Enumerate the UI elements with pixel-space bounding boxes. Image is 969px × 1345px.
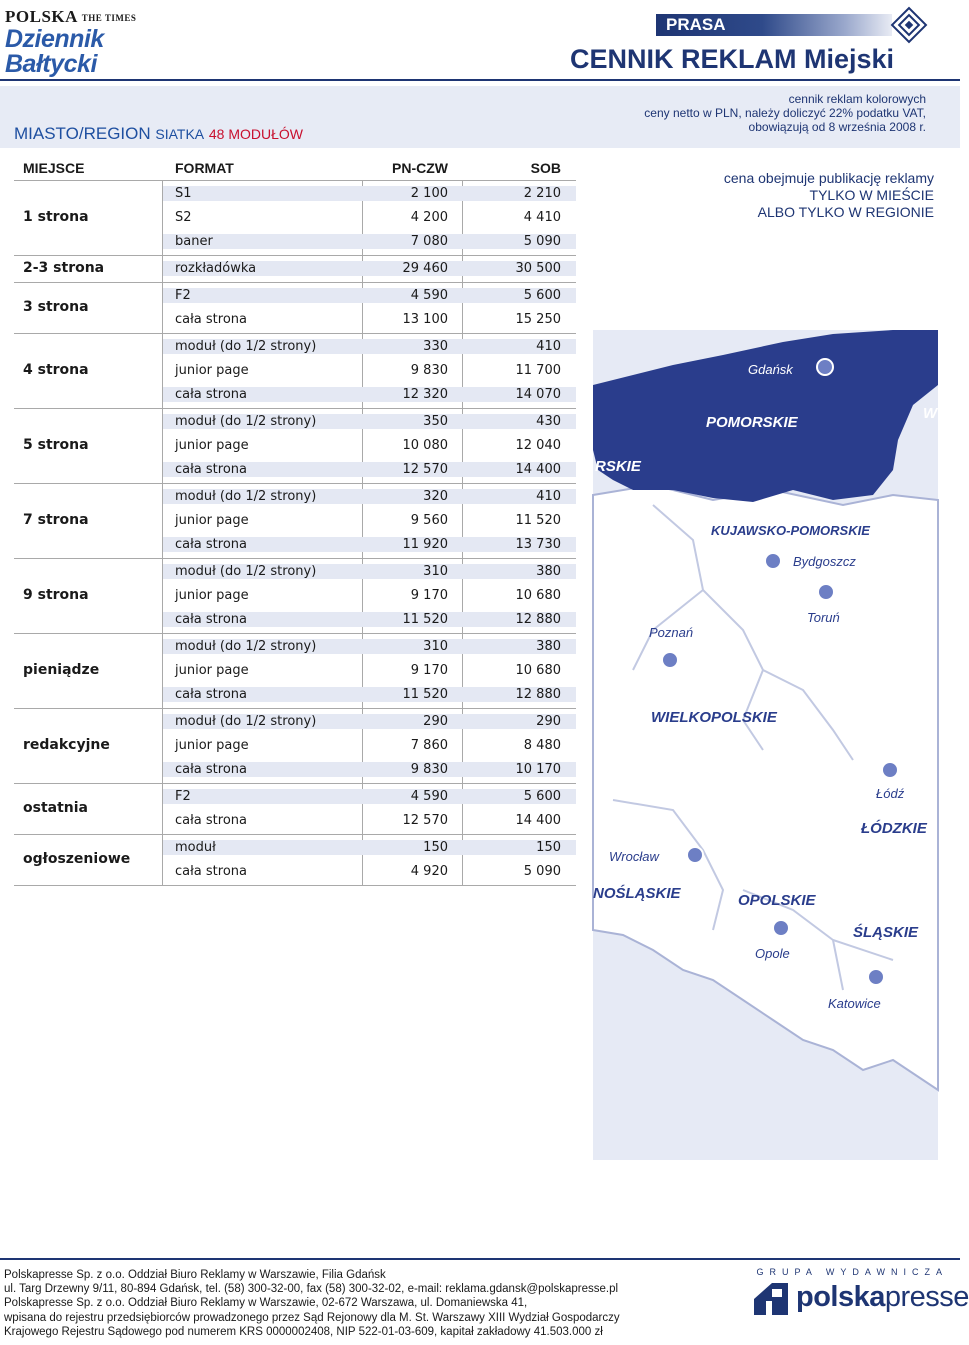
table-group bbox=[14, 333, 576, 408]
logo-dziennik: Dziennik bbox=[5, 25, 104, 54]
format-cell: cała strona bbox=[175, 687, 247, 702]
sob-cell: 430 bbox=[536, 414, 561, 429]
pn-czw-cell: 12 320 bbox=[402, 387, 448, 402]
format-cell: rozkładówka bbox=[175, 261, 257, 276]
label-katowice: Katowice bbox=[828, 996, 881, 1011]
pn-czw-cell: 350 bbox=[423, 414, 448, 429]
footer-divider bbox=[0, 1258, 960, 1260]
table-row bbox=[163, 789, 576, 804]
sob-cell: 8 480 bbox=[523, 738, 561, 753]
miejsce-label: ogłoszeniowe bbox=[23, 851, 131, 867]
label-gdansk: Gdańsk bbox=[748, 362, 793, 377]
city-dot-torun bbox=[818, 584, 834, 600]
city-dot-poznan bbox=[662, 652, 678, 668]
region-title-main: MIASTO/REGION bbox=[14, 124, 151, 143]
format-cell: cała strona bbox=[175, 612, 247, 627]
format-cell: cała strona bbox=[175, 537, 247, 552]
format-cell: cała strona bbox=[175, 762, 247, 777]
table-group bbox=[14, 255, 576, 282]
format-cell: cała strona bbox=[175, 813, 247, 828]
miejsce-label: 4 strona bbox=[23, 362, 89, 378]
format-cell: cała strona bbox=[175, 864, 247, 879]
sob-cell: 4 410 bbox=[523, 210, 561, 225]
footer-address bbox=[4, 1268, 620, 1339]
table-group bbox=[14, 558, 576, 633]
footer-line: wpisana do rejestru przedsiębiorców prowadzonego przez Sąd Rejonowy dla M. St. Warszawy XIII Wydział Gospodarczy bbox=[4, 1311, 620, 1324]
sob-cell: 410 bbox=[536, 489, 561, 504]
sob-cell: 12 040 bbox=[515, 438, 561, 453]
price-table bbox=[14, 156, 576, 886]
label-torun: Toruń bbox=[807, 610, 840, 625]
format-cell: moduł bbox=[175, 840, 216, 855]
sob-cell: 5 600 bbox=[523, 789, 561, 804]
pn-czw-cell: 11 520 bbox=[402, 687, 448, 702]
format-cell: moduł (do 1/2 strony) bbox=[175, 639, 317, 654]
format-cell: moduł (do 1/2 strony) bbox=[175, 414, 317, 429]
format-cell: S1 bbox=[175, 186, 192, 201]
table-row bbox=[163, 738, 576, 753]
sob-cell: 10 170 bbox=[515, 762, 561, 777]
city-dot-opole bbox=[773, 920, 789, 936]
sob-cell: 14 400 bbox=[515, 462, 561, 477]
table-row bbox=[163, 864, 576, 879]
sob-cell: 5 090 bbox=[523, 864, 561, 879]
table-row bbox=[163, 687, 576, 702]
table-row bbox=[163, 312, 576, 327]
pn-czw-cell: 330 bbox=[423, 339, 448, 354]
table-row bbox=[163, 537, 576, 552]
sob-cell: 2 210 bbox=[523, 186, 561, 201]
format-cell: junior page bbox=[175, 738, 249, 753]
format-cell: moduł (do 1/2 strony) bbox=[175, 564, 317, 579]
label-rskie: RSKIE bbox=[595, 458, 641, 475]
brand-presse: presse bbox=[884, 1281, 969, 1313]
pn-czw-cell: 2 100 bbox=[410, 186, 448, 201]
table-row bbox=[163, 234, 576, 249]
format-cell: moduł (do 1/2 strony) bbox=[175, 339, 317, 354]
pn-czw-cell: 320 bbox=[423, 489, 448, 504]
region-map bbox=[593, 330, 938, 1160]
dziennik-baltycki-logo bbox=[5, 8, 155, 80]
table-row bbox=[163, 462, 576, 477]
table-group bbox=[14, 282, 576, 333]
city-dot-wroclaw bbox=[687, 847, 703, 863]
sob-cell: 11 520 bbox=[515, 513, 561, 528]
table-row bbox=[163, 339, 576, 354]
cena-note bbox=[724, 170, 934, 221]
miejsce-label: 2-3 strona bbox=[23, 260, 105, 276]
table-header bbox=[14, 156, 576, 180]
city-dot-bydgoszcz bbox=[765, 553, 781, 569]
label-poznan: Poznań bbox=[649, 625, 694, 640]
pn-czw-cell: 4 590 bbox=[410, 288, 448, 303]
region-title-siatka: SIATKA bbox=[155, 126, 205, 142]
pn-czw-cell: 9 830 bbox=[410, 762, 448, 777]
table-row bbox=[163, 186, 576, 201]
label-pomorskie: POMORSKIE bbox=[706, 414, 798, 431]
pn-czw-cell: 12 570 bbox=[402, 462, 448, 477]
pn-czw-cell: 7 080 bbox=[410, 234, 448, 249]
table-group bbox=[14, 834, 576, 885]
miejsce-label: 1 strona bbox=[23, 209, 89, 225]
label-lodz: Łódź bbox=[876, 786, 905, 801]
format-cell: junior page bbox=[175, 663, 249, 678]
miejsce-label: 3 strona bbox=[23, 299, 89, 315]
table-group bbox=[14, 633, 576, 708]
pn-czw-cell: 7 860 bbox=[410, 738, 448, 753]
footer-line: ul. Targ Drzewny 9/11, 80-894 Gdańsk, tel. (58) 300-32-00, fax (58) 300-32-02, e-mail: reklama.gdansk@polskapresse.pl bbox=[4, 1283, 619, 1296]
pn-czw-cell: 310 bbox=[423, 639, 448, 654]
sob-cell: 15 250 bbox=[515, 312, 561, 327]
city-dot-gdansk bbox=[817, 359, 833, 375]
label-opolskie: OPOLSKIE bbox=[738, 892, 816, 909]
table-row bbox=[163, 840, 576, 855]
note-line: obowiązują od 8 września 2008 r. bbox=[748, 120, 926, 134]
pn-czw-cell: 9 170 bbox=[410, 663, 448, 678]
header-miejsce: MIEJSCE bbox=[23, 160, 85, 176]
table-row bbox=[163, 612, 576, 627]
label-opole: Opole bbox=[755, 946, 790, 961]
table-group bbox=[14, 783, 576, 834]
format-cell: moduł (do 1/2 strony) bbox=[175, 489, 317, 504]
cena-line: TYLKO W MIEŚCIE bbox=[809, 187, 934, 203]
format-cell: junior page bbox=[175, 438, 249, 453]
sob-cell: 5 090 bbox=[523, 234, 561, 249]
table-group bbox=[14, 708, 576, 783]
table-group bbox=[14, 408, 576, 483]
pn-czw-cell: 9 560 bbox=[410, 513, 448, 528]
pn-czw-cell: 11 520 bbox=[402, 612, 448, 627]
logo-times: THE TIMES bbox=[81, 13, 137, 24]
pn-czw-cell: 290 bbox=[423, 714, 448, 729]
table-row bbox=[163, 363, 576, 378]
miejsce-label: 5 strona bbox=[23, 437, 89, 453]
pn-czw-cell: 10 080 bbox=[402, 438, 448, 453]
miejsce-label: 9 strona bbox=[23, 587, 89, 603]
miejsce-label: redakcyjne bbox=[23, 737, 110, 753]
label-bydgoszcz: Bydgoszcz bbox=[793, 554, 856, 569]
label-wielkopolskie: WIELKOPOLSKIE bbox=[651, 709, 777, 726]
format-cell: F2 bbox=[175, 789, 191, 804]
note-line: ceny netto w PLN, należy doliczyć 22% podatku VAT, bbox=[644, 106, 926, 120]
table-row bbox=[163, 714, 576, 729]
sob-cell: 10 680 bbox=[515, 663, 561, 678]
sob-cell: 11 700 bbox=[515, 363, 561, 378]
table-group bbox=[14, 180, 576, 255]
city-dot-lodz bbox=[882, 762, 898, 778]
format-cell: cała strona bbox=[175, 462, 247, 477]
pn-czw-cell: 9 830 bbox=[410, 363, 448, 378]
label-slaskie: ŚLĄSKIE bbox=[853, 924, 919, 941]
brand-polska: polska bbox=[796, 1281, 885, 1313]
table-row bbox=[163, 588, 576, 603]
table-row bbox=[163, 513, 576, 528]
format-cell: baner bbox=[175, 234, 213, 249]
header-format: FORMAT bbox=[175, 160, 234, 176]
header-pn-czw: PN-CZW bbox=[392, 160, 448, 176]
miejsce-label: ostatnia bbox=[23, 800, 88, 816]
sob-cell: 12 880 bbox=[515, 612, 561, 627]
sob-cell: 10 680 bbox=[515, 588, 561, 603]
table-bottom-border bbox=[14, 885, 576, 886]
pn-czw-cell: 11 920 bbox=[402, 537, 448, 552]
pn-czw-cell: 4 590 bbox=[410, 789, 448, 804]
pn-czw-cell: 150 bbox=[423, 840, 448, 855]
table-row bbox=[163, 210, 576, 225]
miejsce-label: 7 strona bbox=[23, 512, 89, 528]
sob-cell: 14 400 bbox=[515, 813, 561, 828]
table-row bbox=[163, 438, 576, 453]
sob-cell: 380 bbox=[536, 564, 561, 579]
pn-czw-cell: 4 200 bbox=[410, 210, 448, 225]
pn-czw-cell: 9 170 bbox=[410, 588, 448, 603]
format-cell: moduł (do 1/2 strony) bbox=[175, 714, 317, 729]
region-title-modules: 48 MODUŁÓW bbox=[208, 126, 304, 142]
cena-line: cena obejmuje publikację reklamy bbox=[723, 170, 934, 186]
sob-cell: 14 070 bbox=[515, 387, 561, 402]
grupa-wydawnicza: GRUPA WYDAWNICZA bbox=[756, 1267, 948, 1277]
format-cell: junior page bbox=[175, 588, 249, 603]
price-note bbox=[644, 92, 926, 134]
format-cell: junior page bbox=[175, 363, 249, 378]
logo-baltycki: Bałtycki bbox=[5, 50, 97, 79]
format-cell: S2 bbox=[175, 210, 192, 225]
cena-line: ALBO TYLKO W REGIONIE bbox=[757, 204, 934, 220]
prasa-bar bbox=[656, 14, 892, 36]
pn-czw-cell: 13 100 bbox=[402, 312, 448, 327]
format-cell: cała strona bbox=[175, 312, 247, 327]
footer-line: Polskapresse Sp. z o.o. Oddział Biuro Reklamy w Warszawie, 02-672 Warszawa, ul. Domaniewska 41, bbox=[4, 1297, 528, 1310]
format-cell: junior page bbox=[175, 513, 249, 528]
sob-cell: 380 bbox=[536, 639, 561, 654]
sob-cell: 5 600 bbox=[523, 288, 561, 303]
logo-polska: POLSKA bbox=[5, 7, 77, 26]
table-row bbox=[163, 813, 576, 828]
table-row bbox=[163, 261, 576, 276]
header-divider bbox=[0, 79, 960, 81]
sob-cell: 410 bbox=[536, 339, 561, 354]
pn-czw-cell: 310 bbox=[423, 564, 448, 579]
pn-czw-cell: 4 920 bbox=[410, 864, 448, 879]
table-row bbox=[163, 489, 576, 504]
page-title: CENNIK REKLAM Miejski bbox=[569, 44, 894, 74]
format-cell: cała strona bbox=[175, 387, 247, 402]
miejsce-label: pieniądze bbox=[23, 662, 100, 678]
table-group bbox=[14, 483, 576, 558]
pn-czw-cell: 12 570 bbox=[402, 813, 448, 828]
table-row bbox=[163, 288, 576, 303]
polskapresse-wordmark bbox=[796, 1281, 969, 1314]
sob-cell: 13 730 bbox=[515, 537, 561, 552]
format-cell: F2 bbox=[175, 288, 191, 303]
region-title bbox=[14, 124, 303, 144]
sob-cell: 30 500 bbox=[515, 261, 561, 276]
note-line: cennik reklam kolorowych bbox=[788, 92, 926, 106]
sob-cell: 150 bbox=[536, 840, 561, 855]
table-row bbox=[163, 663, 576, 678]
label-lodzkie: ŁÓDZKIE bbox=[861, 820, 927, 837]
label-wroclaw: Wrocław bbox=[609, 849, 659, 864]
table-row bbox=[163, 414, 576, 429]
sob-cell: 290 bbox=[536, 714, 561, 729]
city-dot-katowice bbox=[868, 969, 884, 985]
label-nosl: NOŚLĄSKIE bbox=[593, 885, 681, 902]
table-row bbox=[163, 387, 576, 402]
sob-cell: 12 880 bbox=[515, 687, 561, 702]
table-row bbox=[163, 639, 576, 654]
table-row bbox=[163, 564, 576, 579]
table-body bbox=[14, 180, 576, 885]
label-kujawsko-pomorskie: KUJAWSKO-POMORSKIE bbox=[711, 523, 870, 538]
pn-czw-cell: 29 460 bbox=[402, 261, 448, 276]
footer-line: Polskapresse Sp. z o.o. Oddział Biuro Reklamy w Warszawie, Filia Gdańsk bbox=[4, 1269, 386, 1281]
label-w: W bbox=[923, 405, 938, 422]
prasa-label: PRASA bbox=[666, 15, 726, 34]
header-sob: SOB bbox=[530, 160, 561, 176]
footer-line: Krajowego Rejestru Sądowego pod numerem KRS 0000002408, NIP 522-01-03-609, kapitał zakładowy 41.503.000 zł bbox=[4, 1325, 603, 1338]
table-row bbox=[163, 762, 576, 777]
diamond-logo-icon bbox=[890, 6, 928, 44]
